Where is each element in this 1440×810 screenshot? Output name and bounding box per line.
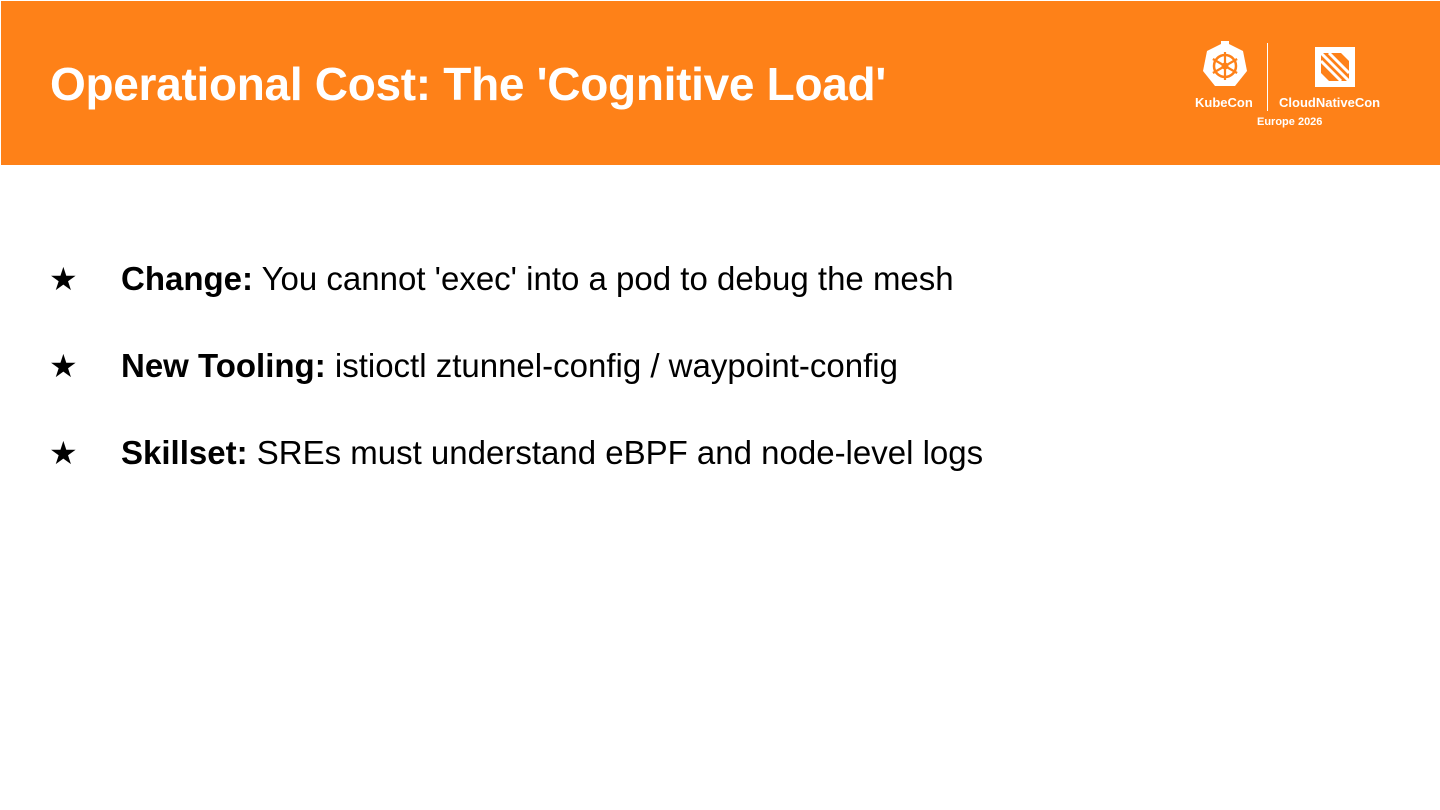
star-icon: ★ [49, 260, 78, 298]
bullet-label: Change: [121, 260, 253, 297]
kubecon-logo [1187, 39, 1265, 111]
bullet-label: Skillset: [121, 434, 248, 471]
event-edition: Europe 2026 [1257, 116, 1323, 128]
bullet-body: You cannot 'exec' into a pod to debug the mesh [253, 260, 954, 297]
kubecon-cloudnativecon-logo [1187, 39, 1401, 131]
bullet-text [121, 432, 983, 474]
slide-title: Operational Cost: The 'Cognitive Load' [50, 58, 886, 110]
bullet-body: SREs must understand eBPF and node-level logs [247, 434, 984, 471]
logo-divider [1267, 43, 1268, 111]
star-icon: ★ [49, 347, 78, 385]
bullet-text [121, 345, 898, 387]
star-icon: ★ [49, 434, 78, 472]
cncf-square-icon [1315, 47, 1355, 87]
bullet-body: istioctl ztunnel-config / waypoint-config [325, 347, 898, 384]
slide-header [1, 1, 1440, 165]
kubernetes-helm-icon [1202, 41, 1248, 89]
kubecon-wordmark: KubeCon [1195, 95, 1253, 110]
cloudnativecon-wordmark: CloudNativeCon [1279, 95, 1381, 110]
cloudnativecon-logo [1271, 39, 1401, 111]
bullet-label: New Tooling: [121, 347, 326, 384]
bullet-text [121, 258, 954, 300]
